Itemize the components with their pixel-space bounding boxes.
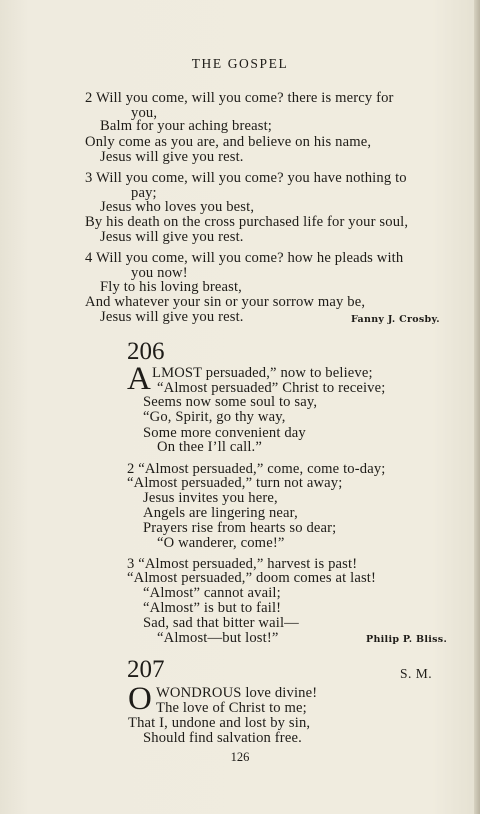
verse-line: Only come as you are, and believe on his name,: [85, 134, 372, 150]
verse-line: On thee I’ll call.”: [157, 439, 262, 455]
verse-line: WONDROUS love divine!: [156, 685, 318, 701]
verse-line: Jesus will give you rest.: [100, 149, 244, 165]
drop-cap: O: [128, 681, 152, 717]
verse-line: Balm for your aching breast;: [100, 118, 272, 134]
verse-line: you,: [131, 105, 158, 121]
verse-line: 3 Will you come, will you come? you have nothing to: [85, 170, 407, 186]
verse-line: Prayers rise from hearts so dear;: [143, 520, 337, 536]
verse-line: The love of Christ to me;: [156, 700, 307, 716]
verse-line: you now!: [131, 265, 188, 281]
drop-cap: A: [127, 361, 151, 397]
verse-line: “O wanderer, come!”: [157, 535, 285, 551]
verse-line: Fly to his loving breast,: [100, 279, 242, 295]
verse-line: “Almost—but lost!”: [157, 630, 279, 646]
verse-line: 2 Will you come, will you come? there is mercy for: [85, 90, 394, 106]
verse-line: That I, undone and lost by sin,: [128, 715, 311, 731]
verse-line: 4 Will you come, will you come? how he pleads with: [85, 250, 404, 266]
verse-line: Sad, sad that bitter wail—: [143, 615, 299, 631]
verse-line: Some more convenient day: [143, 425, 306, 441]
verse-line: “Go, Spirit, go thy way,: [143, 409, 286, 425]
hymn-attribution: Fanny J. Crosby.: [351, 314, 440, 325]
verse-line: pay;: [131, 185, 157, 201]
verse-line: Angels are lingering near,: [143, 505, 298, 521]
verse-line: “Almost persuaded” Christ to receive;: [157, 380, 386, 396]
verse-line: Jesus invites you here,: [143, 490, 278, 506]
running-title: THE GOSPEL: [191, 56, 289, 71]
verse-line: “Almost persuaded,” turn not away;: [127, 475, 343, 491]
hymn-meter: S. M.: [400, 666, 433, 681]
hymn-number: 206: [127, 338, 165, 365]
verse-line: Jesus will give you rest.: [100, 229, 244, 245]
verse-line: Should find salvation free.: [143, 730, 302, 746]
verse-line: And whatever your sin or your sorrow may be,: [85, 294, 366, 310]
verse-line: “Almost persuaded,” doom comes at last!: [127, 570, 377, 586]
verse-line: Jesus will give you rest.: [100, 309, 244, 325]
verse-line: By his death on the cross purchased life for your soul,: [85, 214, 409, 230]
verse-line: Jesus who loves you best,: [100, 199, 255, 215]
hymn-number: 207: [127, 656, 165, 683]
hymn-attribution: Philip P. Bliss.: [366, 634, 448, 645]
verse-line: 3 “Almost persuaded,” harvest is past!: [127, 556, 358, 572]
verse-line: “Almost” cannot avail;: [143, 585, 281, 601]
page-spine-edge: [474, 0, 480, 814]
verse-line: Seems now some soul to say,: [143, 394, 318, 410]
verse-line: LMOST persuaded,” now to believe;: [152, 365, 373, 381]
verse-line: 2 “Almost persuaded,” come, come to-day;: [127, 461, 386, 477]
page-number: 126: [230, 750, 250, 764]
verse-line: “Almost” is but to fail!: [143, 600, 282, 616]
